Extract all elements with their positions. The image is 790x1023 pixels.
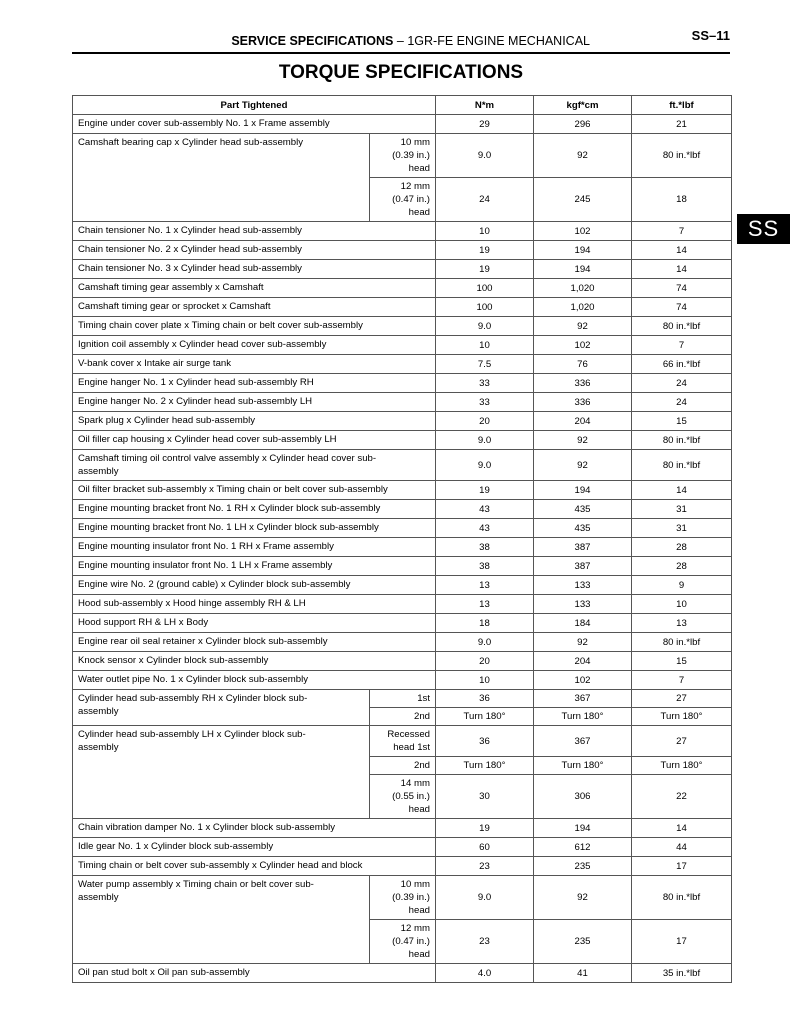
table-row xyxy=(73,355,732,374)
kgf-cm-value-cell: 367 xyxy=(534,726,632,757)
ft-lbf-value-cell: 7 xyxy=(632,671,732,690)
kgf-cm-value-cell: 102 xyxy=(534,671,632,690)
table-row xyxy=(73,519,732,538)
ft-lbf-value-cell: 18 xyxy=(632,178,732,222)
ft-lbf-value-cell: 31 xyxy=(632,500,732,519)
ft-lbf-value-cell: 44 xyxy=(632,838,732,857)
part-tightened-cell: Hood sub-assembly x Hood hinge assembly RH & LH xyxy=(73,595,436,614)
condition-cell: 1st xyxy=(370,690,436,708)
nm-value-cell: 20 xyxy=(436,652,534,671)
condition-cell: 10 mm (0.39 in.) head xyxy=(370,876,436,920)
part-tightened-cell: Camshaft timing gear or sprocket x Camshaft xyxy=(73,298,436,317)
page-title: TORQUE SPECIFICATIONS xyxy=(278,62,524,83)
ft-lbf-value-cell: 7 xyxy=(632,222,732,241)
kgf-cm-value-cell: 92 xyxy=(534,317,632,336)
kgf-cm-value-cell: 194 xyxy=(534,819,632,838)
table-row xyxy=(73,431,732,450)
nm-value-cell: Turn 180° xyxy=(436,757,534,775)
kgf-cm-value-cell: 204 xyxy=(534,412,632,431)
nm-value-cell: 9.0 xyxy=(436,317,534,336)
ft-lbf-value-cell: 24 xyxy=(632,393,732,412)
part-tightened-cell: Chain tensioner No. 2 x Cylinder head sub-assembly xyxy=(73,241,436,260)
torque-table xyxy=(72,95,732,983)
nm-value-cell: 100 xyxy=(436,279,534,298)
part-tightened-cell: Cylinder head sub-assembly RH x Cylinder block sub- assembly xyxy=(73,690,370,726)
nm-value-cell: 33 xyxy=(436,374,534,393)
part-tightened-cell: Engine rear oil seal retainer x Cylinder block sub-assembly xyxy=(73,633,436,652)
nm-value-cell: 9.0 xyxy=(436,633,534,652)
condition-cell: 2nd xyxy=(370,757,436,775)
table-row xyxy=(73,726,732,757)
ft-lbf-value-cell: 14 xyxy=(632,481,732,500)
ft-lbf-value-cell: 31 xyxy=(632,519,732,538)
ft-lbf-value-cell: 7 xyxy=(632,336,732,355)
condition-cell: Recessed head 1st xyxy=(370,726,436,757)
kgf-cm-value-cell: 1,020 xyxy=(534,298,632,317)
nm-value-cell: 36 xyxy=(436,726,534,757)
table-row xyxy=(73,838,732,857)
part-tightened-cell: Engine mounting bracket front No. 1 RH x Cylinder block sub-assembly xyxy=(73,500,436,519)
part-tightened-cell: Camshaft bearing cap x Cylinder head sub-assembly xyxy=(73,134,370,222)
table-row xyxy=(73,222,732,241)
part-tightened-cell: Chain vibration damper No. 1 x Cylinder block sub-assembly xyxy=(73,819,436,838)
nm-value-cell: 19 xyxy=(436,481,534,500)
nm-value-cell: 10 xyxy=(436,222,534,241)
nm-value-cell: 20 xyxy=(436,412,534,431)
kgf-cm-value-cell: 92 xyxy=(534,450,632,481)
part-tightened-cell: Engine mounting insulator front No. 1 LH x Frame assembly xyxy=(73,557,436,576)
ft-lbf-value-cell: 80 in.*lbf xyxy=(632,317,732,336)
part-tightened-cell: Ignition coil assembly x Cylinder head cover sub-assembly xyxy=(73,336,436,355)
part-tightened-cell: Oil pan stud bolt x Oil pan sub-assembly xyxy=(73,964,436,983)
part-tightened-cell: Engine hanger No. 2 x Cylinder head sub-assembly LH xyxy=(73,393,436,412)
header-ft-lbf: ft.*lbf xyxy=(632,96,732,115)
table-row xyxy=(73,317,732,336)
kgf-cm-value-cell: 306 xyxy=(534,775,632,819)
nm-value-cell: 4.0 xyxy=(436,964,534,983)
nm-value-cell: 10 xyxy=(436,671,534,690)
header-separator: – xyxy=(396,34,404,48)
header-section: SERVICE SPECIFICATIONS xyxy=(231,34,394,48)
kgf-cm-value-cell: 235 xyxy=(534,857,632,876)
kgf-cm-value-cell: 133 xyxy=(534,595,632,614)
part-tightened-cell: Water pump assembly x Timing chain or belt cover sub- assembly xyxy=(73,876,370,964)
nm-value-cell: Turn 180° xyxy=(436,708,534,726)
table-body xyxy=(73,115,732,983)
nm-value-cell: 23 xyxy=(436,920,534,964)
condition-cell: 14 mm (0.55 in.) head xyxy=(370,775,436,819)
kgf-cm-value-cell: 194 xyxy=(534,241,632,260)
kgf-cm-value-cell: 245 xyxy=(534,178,632,222)
table-row xyxy=(73,595,732,614)
running-header xyxy=(72,34,590,48)
table-row xyxy=(73,298,732,317)
nm-value-cell: 9.0 xyxy=(436,876,534,920)
table-row xyxy=(73,538,732,557)
table-header-row xyxy=(73,96,732,115)
table-row xyxy=(73,450,732,481)
table-row xyxy=(73,819,732,838)
ft-lbf-value-cell: 15 xyxy=(632,412,732,431)
ft-lbf-value-cell: 17 xyxy=(632,920,732,964)
part-tightened-cell: Camshaft timing gear assembly x Camshaft xyxy=(73,279,436,298)
ft-lbf-value-cell: Turn 180° xyxy=(632,757,732,775)
section-tab: SS xyxy=(737,214,790,244)
part-tightened-cell: V-bank cover x Intake air surge tank xyxy=(73,355,436,374)
table-row xyxy=(73,690,732,708)
kgf-cm-value-cell: Turn 180° xyxy=(534,757,632,775)
kgf-cm-value-cell: 235 xyxy=(534,920,632,964)
table-row xyxy=(73,279,732,298)
part-tightened-cell: Knock sensor x Cylinder block sub-assembly xyxy=(73,652,436,671)
ft-lbf-value-cell: 80 in.*lbf xyxy=(632,450,732,481)
table-row xyxy=(73,614,732,633)
part-tightened-cell: Cylinder head sub-assembly LH x Cylinder block sub- assembly xyxy=(73,726,370,819)
page-number: SS–11 xyxy=(691,28,730,43)
part-tightened-cell: Camshaft timing oil control valve assembly x Cylinder head cover sub- assembly xyxy=(73,450,436,481)
kgf-cm-value-cell: 336 xyxy=(534,374,632,393)
table-row xyxy=(73,652,732,671)
nm-value-cell: 36 xyxy=(436,690,534,708)
nm-value-cell: 43 xyxy=(436,519,534,538)
ft-lbf-value-cell: 80 in.*lbf xyxy=(632,633,732,652)
table-row xyxy=(73,671,732,690)
part-tightened-cell: Chain tensioner No. 3 x Cylinder head sub-assembly xyxy=(73,260,436,279)
header-part-tightened: Part Tightened xyxy=(73,96,436,115)
header-kgf-cm: kgf*cm xyxy=(534,96,632,115)
part-tightened-cell: Water outlet pipe No. 1 x Cylinder block sub-assembly xyxy=(73,671,436,690)
part-tightened-cell: Chain tensioner No. 1 x Cylinder head sub-assembly xyxy=(73,222,436,241)
ft-lbf-value-cell: 28 xyxy=(632,538,732,557)
table-row xyxy=(73,481,732,500)
kgf-cm-value-cell: 387 xyxy=(534,538,632,557)
table-row xyxy=(73,633,732,652)
ft-lbf-value-cell: 80 in.*lbf xyxy=(632,876,732,920)
nm-value-cell: 18 xyxy=(436,614,534,633)
nm-value-cell: 13 xyxy=(436,595,534,614)
ft-lbf-value-cell: 14 xyxy=(632,241,732,260)
ft-lbf-value-cell: 15 xyxy=(632,652,732,671)
nm-value-cell: 19 xyxy=(436,819,534,838)
ft-lbf-value-cell: 27 xyxy=(632,726,732,757)
ft-lbf-value-cell: 9 xyxy=(632,576,732,595)
kgf-cm-value-cell: 367 xyxy=(534,690,632,708)
part-tightened-cell: Engine mounting insulator front No. 1 RH x Frame assembly xyxy=(73,538,436,557)
part-tightened-cell: Engine under cover sub-assembly No. 1 x Frame assembly xyxy=(73,115,436,134)
ft-lbf-value-cell: 74 xyxy=(632,298,732,317)
nm-value-cell: 24 xyxy=(436,178,534,222)
table-row xyxy=(73,336,732,355)
part-tightened-cell: Oil filter bracket sub-assembly x Timing chain or belt cover sub-assembly xyxy=(73,481,436,500)
kgf-cm-value-cell: 133 xyxy=(534,576,632,595)
nm-value-cell: 100 xyxy=(436,298,534,317)
part-tightened-cell: Hood support RH & LH x Body xyxy=(73,614,436,633)
ft-lbf-value-cell: 28 xyxy=(632,557,732,576)
part-tightened-cell: Engine mounting bracket front No. 1 LH x Cylinder block sub-assembly xyxy=(73,519,436,538)
ft-lbf-value-cell: 13 xyxy=(632,614,732,633)
table-row xyxy=(73,374,732,393)
kgf-cm-value-cell: 387 xyxy=(534,557,632,576)
part-tightened-cell: Spark plug x Cylinder head sub-assembly xyxy=(73,412,436,431)
table-row xyxy=(73,393,732,412)
kgf-cm-value-cell: 92 xyxy=(534,431,632,450)
table-row xyxy=(73,500,732,519)
part-tightened-cell: Oil filler cap housing x Cylinder head cover sub-assembly LH xyxy=(73,431,436,450)
kgf-cm-value-cell: 41 xyxy=(534,964,632,983)
nm-value-cell: 60 xyxy=(436,838,534,857)
kgf-cm-value-cell: 1,020 xyxy=(534,279,632,298)
ft-lbf-value-cell: 35 in.*lbf xyxy=(632,964,732,983)
nm-value-cell: 33 xyxy=(436,393,534,412)
nm-value-cell: 13 xyxy=(436,576,534,595)
part-tightened-cell: Engine wire No. 2 (ground cable) x Cylinder block sub-assembly xyxy=(73,576,436,595)
kgf-cm-value-cell: 612 xyxy=(534,838,632,857)
nm-value-cell: 23 xyxy=(436,857,534,876)
table-row xyxy=(73,576,732,595)
kgf-cm-value-cell: 435 xyxy=(534,519,632,538)
condition-cell: 12 mm (0.47 in.) head xyxy=(370,920,436,964)
part-tightened-cell: Idle gear No. 1 x Cylinder block sub-assembly xyxy=(73,838,436,857)
ft-lbf-value-cell: 10 xyxy=(632,595,732,614)
ft-lbf-value-cell: 14 xyxy=(632,260,732,279)
table-row xyxy=(73,134,732,178)
nm-value-cell: 19 xyxy=(436,260,534,279)
nm-value-cell: 7.5 xyxy=(436,355,534,374)
nm-value-cell: 10 xyxy=(436,336,534,355)
table-row xyxy=(73,241,732,260)
ft-lbf-value-cell: 80 in.*lbf xyxy=(632,134,732,178)
kgf-cm-value-cell: 204 xyxy=(534,652,632,671)
table-row xyxy=(73,964,732,983)
nm-value-cell: 9.0 xyxy=(436,134,534,178)
nm-value-cell: 38 xyxy=(436,557,534,576)
ft-lbf-value-cell: 74 xyxy=(632,279,732,298)
table-row xyxy=(73,557,732,576)
part-tightened-cell: Timing chain cover plate x Timing chain or belt cover sub-assembly xyxy=(73,317,436,336)
condition-cell: 2nd xyxy=(370,708,436,726)
nm-value-cell: 9.0 xyxy=(436,450,534,481)
kgf-cm-value-cell: Turn 180° xyxy=(534,708,632,726)
kgf-cm-value-cell: 76 xyxy=(534,355,632,374)
kgf-cm-value-cell: 194 xyxy=(534,260,632,279)
kgf-cm-value-cell: 184 xyxy=(534,614,632,633)
condition-cell: 10 mm (0.39 in.) head xyxy=(370,134,436,178)
kgf-cm-value-cell: 92 xyxy=(534,876,632,920)
kgf-cm-value-cell: 435 xyxy=(534,500,632,519)
ft-lbf-value-cell: 21 xyxy=(632,115,732,134)
nm-value-cell: 43 xyxy=(436,500,534,519)
ft-lbf-value-cell: 66 in.*lbf xyxy=(632,355,732,374)
table-row xyxy=(73,115,732,134)
header-rule xyxy=(72,52,730,54)
part-tightened-cell: Timing chain or belt cover sub-assembly x Cylinder head and block xyxy=(73,857,436,876)
nm-value-cell: 30 xyxy=(436,775,534,819)
table-row xyxy=(73,412,732,431)
condition-cell: 12 mm (0.47 in.) head xyxy=(370,178,436,222)
header-nm: N*m xyxy=(436,96,534,115)
table-row xyxy=(73,857,732,876)
nm-value-cell: 29 xyxy=(436,115,534,134)
table-row xyxy=(73,876,732,920)
ft-lbf-value-cell: 27 xyxy=(632,690,732,708)
nm-value-cell: 9.0 xyxy=(436,431,534,450)
kgf-cm-value-cell: 336 xyxy=(534,393,632,412)
kgf-cm-value-cell: 102 xyxy=(534,222,632,241)
ft-lbf-value-cell: 14 xyxy=(632,819,732,838)
kgf-cm-value-cell: 102 xyxy=(534,336,632,355)
kgf-cm-value-cell: 92 xyxy=(534,633,632,652)
kgf-cm-value-cell: 92 xyxy=(534,134,632,178)
ft-lbf-value-cell: 17 xyxy=(632,857,732,876)
ft-lbf-value-cell: 22 xyxy=(632,775,732,819)
ft-lbf-value-cell: 80 in.*lbf xyxy=(632,431,732,450)
ft-lbf-value-cell: Turn 180° xyxy=(632,708,732,726)
table-row xyxy=(73,260,732,279)
nm-value-cell: 38 xyxy=(436,538,534,557)
nm-value-cell: 19 xyxy=(436,241,534,260)
kgf-cm-value-cell: 194 xyxy=(534,481,632,500)
kgf-cm-value-cell: 296 xyxy=(534,115,632,134)
header-subtitle: 1GR-FE ENGINE MECHANICAL xyxy=(407,34,590,48)
ft-lbf-value-cell: 24 xyxy=(632,374,732,393)
part-tightened-cell: Engine hanger No. 1 x Cylinder head sub-assembly RH xyxy=(73,374,436,393)
